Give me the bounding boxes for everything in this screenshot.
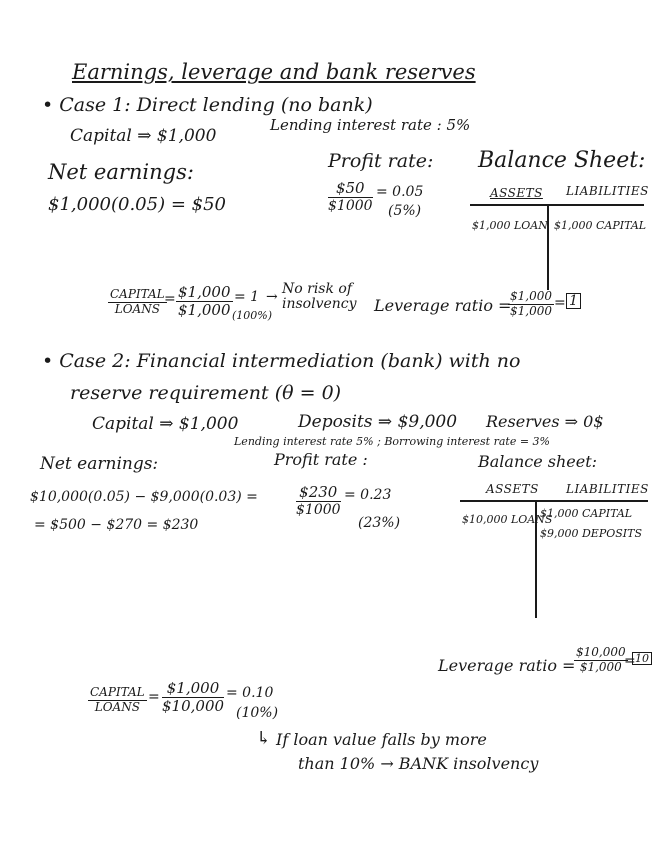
case2-asset-item: $10,000 LOANS [462,513,553,526]
case1-capital-loans-fraction [108,288,167,317]
case1-ratio-vden: $1,000 [178,301,231,320]
case1-net-earnings-calc: $1,000(0.05) = $50 [48,194,226,215]
equals-sign: = [624,653,636,669]
case1-ratio-result: = 1 [234,289,260,305]
case1-balance-sheet-vline [547,204,549,290]
case2-balance-sheet-label: Balance sheet: [478,452,598,471]
case2-capital-loans-fraction [88,686,147,715]
case2-net-earnings-label: Net earnings: [40,454,159,474]
case2-balance-sheet-hline [460,500,648,502]
case1-ratio-vnum: $1,000 [178,283,231,301]
hook-arrow-icon: ↳ [256,728,272,749]
equals-sign: = [164,291,176,307]
case2-heading-2: reserve requirement (θ = 0) [70,382,342,404]
case2-ratio-vnum: $1,000 [162,680,224,698]
case2-liability-item-1: $1,000 CAPITAL [540,507,633,520]
case1-assets-header: ASSETS [490,186,543,200]
case2-reserves: Reserves ⇒ 0$ [486,412,604,431]
case2-profit-pct: (23%) [358,515,401,531]
case1-leverage-result: 1 [566,293,581,309]
case1-profit-den: $1000 [328,198,373,215]
case1-leverage-label: Leverage ratio = [374,296,512,315]
case2-ratio-den: LOANS [94,699,140,714]
case2-leverage-label: Leverage ratio = [438,656,576,675]
case1-asset-item: $1,000 LOAN [472,219,548,232]
case2-ratio-values [162,680,224,716]
case2-assets-header: ASSETS [486,482,539,496]
case1-liability-item: $1,000 CAPITAL [554,219,647,232]
case1-profit-num: $50 [328,180,373,198]
case2-liabilities-header: LIABILITIES [566,482,649,496]
case2-profit-num: $230 [296,484,341,502]
case1-heading: • Case 1: Direct lending (no bank) [42,94,373,116]
case2-ratio-num: CAPITAL [90,685,145,699]
case2-capital: Capital ⇒ $1,000 [92,414,239,434]
case1-leverage-fraction [508,290,554,319]
case1-lending-rate: Lending interest rate : 5% [270,116,471,134]
case1-profit-result: = 0.05 [376,184,424,200]
case2-profit-result: = 0.23 [344,487,392,503]
case2-leverage-den: $1,000 [579,659,622,674]
case1-ratio-den: LOANS [114,301,160,316]
case1-balance-sheet-label: Balance Sheet: [478,148,646,173]
arrow-icon: → [266,289,278,305]
case2-note-2: than 10% → BANK insolvency [298,754,539,773]
case2-profit-fraction [296,484,341,518]
case2-leverage-num: $10,000 [576,645,626,659]
case1-capital: Capital ⇒ $1,000 [70,126,217,146]
case2-ratio-result: = 0.10 [226,685,274,701]
case1-ratio-num: CAPITAL [110,287,165,301]
case2-heading: • Case 2: Financial intermediation (bank) with no [42,350,521,372]
case2-liability-item-2: $9,000 DEPOSITS [540,527,643,540]
case2-ratio-vden: $10,000 [162,697,225,716]
case2-profit-den: $1000 [296,502,341,519]
case2-net-earnings-calc: $10,000(0.05) − $9,000(0.03) = [30,489,258,505]
case2-deposits: Deposits ⇒ $9,000 [298,412,458,432]
case1-net-earnings-label: Net earnings: [48,160,194,184]
case1-profit-pct: (5%) [388,203,422,219]
case2-interest-rates: Lending interest rate 5% ; Borrowing interest rate = 3% [234,435,551,448]
case1-leverage-num: $1,000 [510,289,552,303]
case2-leverage-result: 10 [632,652,652,665]
case1-balance-sheet-hline [470,204,644,206]
page-title: Earnings, leverage and bank reserves [72,60,476,84]
case1-profit-fraction [328,180,373,214]
case1-leverage-den: $1,000 [510,303,552,318]
case1-ratio-pct: (100%) [232,309,273,322]
case1-profit-rate-label: Profit rate: [328,150,434,172]
case2-note-1: If loan value falls by more [276,730,487,749]
case1-ratio-values [176,284,233,320]
case2-leverage-fraction [574,646,628,675]
case1-liabilities-header: LIABILITIES [566,184,649,198]
equals-sign: = [148,689,160,705]
case1-no-risk-note: No risk of insolvency [282,281,357,313]
equals-sign: = [554,295,566,311]
case2-profit-rate-label: Profit rate : [274,450,368,469]
case2-net-earnings-calc-2: = $500 − $270 = $230 [34,517,199,533]
case2-ratio-pct: (10%) [236,705,279,721]
